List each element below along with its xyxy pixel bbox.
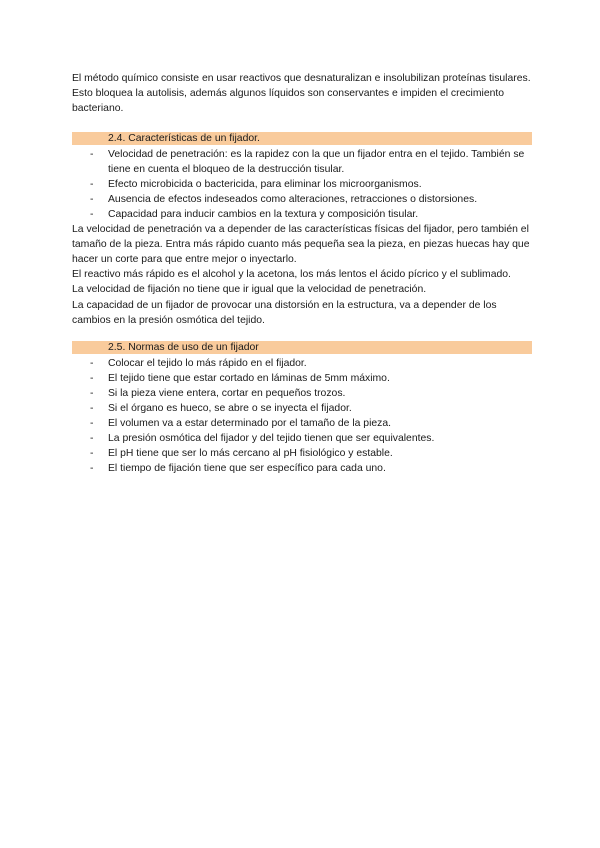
body-paragraph: La velocidad de fijación no tiene que ir igual que la velocidad de penetración. — [72, 284, 427, 296]
dash-bullet: - — [90, 418, 94, 430]
list-item-text: Si la pieza viene entera, cortar en pequeños trozos. — [108, 388, 346, 400]
list-item-text: El pH tiene que ser lo más cercano al pH fisiológico y estable. — [108, 448, 393, 460]
dash-bullet: - — [90, 403, 94, 415]
dash-bullet: - — [90, 433, 94, 445]
dash-bullet: - — [90, 463, 94, 475]
list-item — [72, 356, 532, 371]
list-item — [72, 431, 532, 446]
body-paragraph: El reactivo más rápido es el alcohol y la acetona, los más lentos el ácido pícrico y el sublimado. — [72, 269, 511, 281]
list-item — [72, 446, 532, 461]
list-item — [72, 192, 532, 207]
caracteristicas-list — [72, 147, 532, 222]
list-item — [72, 147, 532, 177]
section-heading-caracteristicas: 2.4. Características de un fijador. — [72, 132, 532, 145]
dash-bullet: - — [90, 148, 94, 160]
list-item — [72, 386, 532, 401]
section-heading-normas: 2.5. Normas de uso de un fijador — [72, 341, 532, 354]
document-page — [72, 71, 532, 476]
list-item-text: Capacidad para inducir cambios en la textura y composición tisular. — [108, 208, 419, 220]
dash-bullet: - — [90, 388, 94, 400]
dash-bullet: - — [90, 208, 94, 220]
normas-list — [72, 356, 532, 476]
list-item — [72, 177, 532, 192]
list-item-text: El tiempo de fijación tiene que ser específico para cada uno. — [108, 463, 386, 475]
list-item-text: Ausencia de efectos indeseados como alteraciones, retracciones o distorsiones. — [108, 193, 478, 205]
dash-bullet: - — [90, 358, 94, 370]
intro-paragraph: El método químico consiste en usar reactivos que desnaturalizan e insolubilizan proteínas tisulares. Esto bloquea la autolisis, además algunos líquidos son conservantes e impiden el crecimiento bacteriano. — [72, 73, 531, 115]
list-item — [72, 207, 532, 222]
list-item-text: El tejido tiene que estar cortado en láminas de 5mm máximo. — [108, 373, 390, 385]
list-item-text: La presión osmótica del fijador y del tejido tienen que ser equivalentes. — [108, 433, 435, 445]
list-item — [72, 461, 532, 476]
list-item-text: El volumen va a estar determinado por el tamaño de la pieza. — [108, 418, 392, 430]
body-paragraph: La capacidad de un fijador de provocar una distorsión en la estructura, va a depender de los cambios en la presión osmótica del tejido. — [72, 299, 497, 326]
list-item — [72, 371, 532, 386]
dash-bullet: - — [90, 448, 94, 460]
body-paragraph: La velocidad de penetración va a depender de las características físicas del fijador, pero también el tamaño de la pieza. Entra más rápido cuanto más pequeña sea la pieza, en piezas huecas hay que hacer un corte para que entre mejor o inyectarlo. — [72, 223, 530, 266]
dash-bullet: - — [90, 373, 94, 385]
dash-bullet: - — [90, 193, 94, 205]
list-item — [72, 401, 532, 416]
section-caracteristicas — [72, 132, 532, 328]
dash-bullet: - — [90, 178, 94, 190]
list-item-text: Efecto microbicida o bactericida, para eliminar los microorganismos. — [108, 178, 422, 190]
list-item — [72, 416, 532, 431]
list-item-text: Colocar el tejido lo más rápido en el fijador. — [108, 358, 307, 370]
list-item-text: Velocidad de penetración: es la rapidez con la que un fijador entra en el tejido. También se tiene en cuenta el bloqueo de la destrucción tisular. — [108, 148, 525, 175]
section-normas — [72, 341, 532, 476]
list-item-text: Si el órgano es hueco, se abre o se inyecta el fijador. — [108, 403, 352, 415]
